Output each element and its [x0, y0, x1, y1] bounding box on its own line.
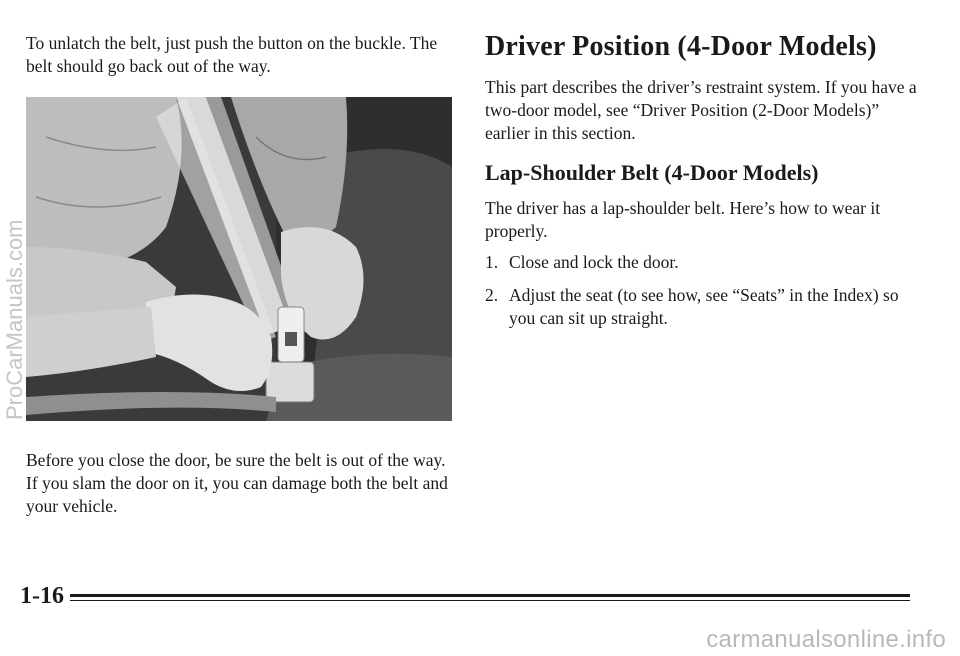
step-text: Close and lock the door.	[509, 252, 679, 272]
steps-list	[485, 251, 925, 330]
left-column	[26, 32, 456, 78]
seat-belt-buckle-illustration	[26, 97, 452, 421]
section-intro-paragraph: This part describes the driver’s restraint system. If you have a two-door model, see “Driver Position (2-Door Models)” earlier in this section.	[485, 77, 917, 143]
seat-belt-illustration	[26, 97, 452, 421]
footer-rule-thick	[70, 594, 910, 597]
step-number: 2.	[485, 285, 499, 305]
list-item	[485, 251, 925, 274]
right-column	[485, 30, 925, 340]
list-item	[485, 284, 925, 330]
belt-warning-paragraph: Before you close the door, be sure the belt is out of the way. If you slam the door on it, you can damage both the belt and your vehicle.	[26, 450, 448, 516]
step-text: Adjust the seat (to see how, see “Seats” in the Index) so you can sit up straight.	[509, 285, 899, 328]
subsection-heading: Lap-Shoulder Belt (4-Door Models)	[485, 160, 819, 185]
footer-site-url: carmanualsonline.info	[706, 626, 946, 653]
footer-rule-thin	[70, 600, 910, 601]
unlatch-paragraph: To unlatch the belt, just push the button on the buckle. The belt should go back out of the way.	[26, 33, 438, 76]
section-heading: Driver Position (4-Door Models)	[485, 31, 877, 62]
side-watermark: ProCarManuals.com	[2, 219, 27, 420]
belt-warning-paragraph-block	[26, 449, 456, 518]
subsection-intro-paragraph: The driver has a lap-shoulder belt. Here’s how to wear it properly.	[485, 198, 881, 241]
step-number: 1.	[485, 252, 499, 272]
page-number: 1-16	[20, 583, 64, 609]
